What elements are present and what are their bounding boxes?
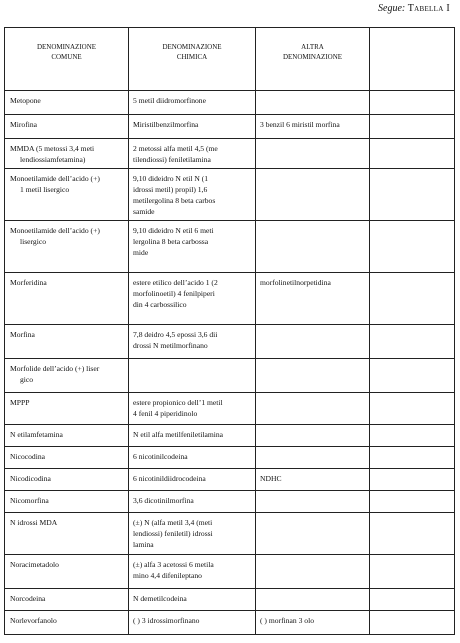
cell-denominazione-comune: [5, 139, 129, 169]
cell-line: Nicodicodina: [10, 474, 51, 483]
cell-altra-denominazione: [256, 611, 370, 635]
cell-line: gico: [20, 375, 34, 384]
cell-denominazione-comune: [5, 115, 129, 139]
cell-line: samide: [133, 207, 155, 216]
cell-line: Mirofina: [10, 120, 37, 129]
cell-line: estere propionico dell’1 metil: [133, 398, 223, 407]
cell-line: MMDA (5 metossi 3,4 meti: [10, 144, 95, 153]
cell-line: (±) alfa 3 acetossi 6 metila: [133, 560, 214, 569]
cell-empty: [370, 589, 455, 611]
cell-empty: [370, 221, 455, 273]
cell-line: Nicomorfina: [10, 496, 49, 505]
cell-empty: [370, 393, 455, 425]
cell-line: N idrossi MDA: [10, 518, 58, 527]
cell-line: NDHC: [260, 474, 282, 483]
cell-denominazione-comune: [5, 393, 129, 425]
cell-denominazione-chimica: [129, 221, 256, 273]
cell-empty: [370, 513, 455, 555]
cell-denominazione-chimica: [129, 611, 256, 635]
cell-denominazione-comune: [5, 359, 129, 393]
cell-denominazione-chimica: [129, 273, 256, 325]
cell-denominazione-comune: [5, 513, 129, 555]
header-line: COMUNE: [51, 53, 82, 61]
cell-line: lendiossi) feniletil) idrossi: [133, 529, 213, 538]
cell-altra-denominazione: [256, 359, 370, 393]
table-row: [5, 273, 455, 325]
cell-altra-denominazione: [256, 491, 370, 513]
cell-denominazione-chimica: [129, 425, 256, 447]
cell-line: Miristilbenzilmorfina: [133, 120, 199, 129]
table-row: [5, 359, 455, 393]
cell-line: Morfina: [10, 330, 35, 339]
header-line: DENOMINAZIONE: [162, 43, 222, 51]
cell-line: 2 metossi alfa metil 4,5 (me: [133, 144, 218, 153]
cell-line: 6 nicotinilcodeina: [133, 452, 188, 461]
cell-line: 3 benzil 6 miristil morfina: [260, 120, 340, 129]
cell-denominazione-chimica: [129, 469, 256, 491]
cell-line: lisergico: [20, 237, 47, 246]
cell-empty: [370, 469, 455, 491]
header-empty: [370, 28, 455, 91]
cell-empty: [370, 491, 455, 513]
header-line: CHIMICA: [176, 53, 208, 61]
cell-denominazione-comune: [5, 491, 129, 513]
cell-altra-denominazione: [256, 393, 370, 425]
cell-denominazione-chimica: [129, 139, 256, 169]
cell-denominazione-comune: [5, 325, 129, 359]
cell-denominazione-chimica: [129, 513, 256, 555]
cell-altra-denominazione: [256, 273, 370, 325]
table-row: [5, 469, 455, 491]
cell-denominazione-comune: [5, 273, 129, 325]
cell-line: 5 metil diidromorfinone: [133, 96, 206, 105]
cell-line: Norcodeina: [10, 594, 46, 603]
cell-line: N etil alfa metilfeniletilamina: [133, 430, 224, 439]
cell-line: Norlevorfanolo: [10, 616, 57, 625]
cell-line: idrossi metil) propil) 1,6: [133, 185, 208, 194]
cell-line: lamina: [133, 540, 154, 549]
cell-line: lendiossiamfetamina): [20, 155, 86, 164]
cell-denominazione-chimica: [129, 447, 256, 469]
cell-line: Nicocodina: [10, 452, 46, 461]
cell-line: Morferidina: [10, 278, 47, 287]
cell-denominazione-chimica: [129, 115, 256, 139]
cell-line: 9,10 dideidro N etil N (1: [133, 174, 209, 183]
cell-line: mide: [133, 248, 149, 257]
cell-denominazione-chimica: [129, 359, 256, 393]
header-line: ALTRA: [301, 43, 324, 51]
table-row: [5, 393, 455, 425]
cell-denominazione-chimica: [129, 589, 256, 611]
table-row: [5, 611, 455, 635]
cell-denominazione-comune: [5, 555, 129, 589]
cell-altra-denominazione: [256, 91, 370, 115]
table-row: [5, 115, 455, 139]
cell-empty: [370, 359, 455, 393]
cell-line: Noracimetadolo: [10, 560, 59, 569]
table-row: [5, 91, 455, 115]
cell-denominazione-chimica: [129, 169, 256, 221]
substances-table: [4, 27, 455, 635]
cell-empty: [370, 115, 455, 139]
cell-denominazione-chimica: [129, 555, 256, 589]
cell-line: (±) N (alfa metil 3,4 (meti: [133, 518, 213, 527]
cell-line: drossi N metilmorfinano: [133, 341, 208, 350]
cell-denominazione-comune: [5, 169, 129, 221]
cell-altra-denominazione: [256, 555, 370, 589]
cell-empty: [370, 91, 455, 115]
cell-empty: [370, 425, 455, 447]
cell-line: din 4 carbossilico: [133, 300, 187, 309]
cell-altra-denominazione: [256, 425, 370, 447]
cell-altra-denominazione: [256, 469, 370, 491]
header-denominazione-chimica: [129, 28, 256, 91]
cell-empty: [370, 273, 455, 325]
cell-altra-denominazione: [256, 221, 370, 273]
caption-table-name: Tabella I: [407, 3, 450, 14]
cell-altra-denominazione: [256, 169, 370, 221]
cell-line: 7,8 deidro 4,5 epossi 3,6 dii: [133, 330, 218, 339]
table-row: [5, 513, 455, 555]
cell-denominazione-comune: [5, 611, 129, 635]
cell-line: Monoetilamide dell’acido (+): [10, 226, 100, 235]
cell-denominazione-chimica: [129, 325, 256, 359]
cell-line: morfolinoetil) 4 fenilpiperi: [133, 289, 215, 298]
table-row: [5, 425, 455, 447]
cell-denominazione-comune: [5, 447, 129, 469]
cell-empty: [370, 139, 455, 169]
cell-denominazione-chimica: [129, 91, 256, 115]
cell-line: Monoetilamide dell’acido (+): [10, 174, 100, 183]
cell-altra-denominazione: [256, 115, 370, 139]
caption-prefix: Segue:: [378, 3, 406, 14]
cell-line: 4 fenil 4 piperidinolo: [133, 409, 198, 418]
cell-empty: [370, 325, 455, 359]
cell-line: Metopone: [10, 96, 41, 105]
table-row: [5, 169, 455, 221]
cell-line: ( ) 3 idrossimorfinano: [133, 616, 200, 625]
cell-altra-denominazione: [256, 139, 370, 169]
cell-denominazione-comune: [5, 91, 129, 115]
cell-empty: [370, 555, 455, 589]
cell-denominazione-comune: [5, 469, 129, 491]
cell-altra-denominazione: [256, 513, 370, 555]
table-row: [5, 221, 455, 273]
cell-line: MPPP: [10, 398, 30, 407]
header-altra-denominazione: [256, 28, 370, 91]
cell-altra-denominazione: [256, 589, 370, 611]
cell-line: morfolinetilnorpetidina: [260, 278, 331, 287]
cell-line: estere etilico dell’acido 1 (2: [133, 278, 218, 287]
cell-line: 1 metil lisergico: [20, 185, 70, 194]
table-row: [5, 139, 455, 169]
table-row: [5, 447, 455, 469]
cell-line: N etilamfetamina: [10, 430, 63, 439]
cell-denominazione-comune: [5, 589, 129, 611]
table-row: [5, 325, 455, 359]
cell-empty: [370, 447, 455, 469]
cell-empty: [370, 611, 455, 635]
header-denominazione-comune: [5, 28, 129, 91]
cell-line: 6 nicotinildiidrocodeina: [133, 474, 206, 483]
cell-line: mino 4,4 difenileptano: [133, 571, 202, 580]
table-row: [5, 589, 455, 611]
cell-line: 9,10 dideidro N etil 6 meti: [133, 226, 214, 235]
cell-line: metilergolina 8 beta carbos: [133, 196, 216, 205]
table-row: [5, 555, 455, 589]
cell-line: lergolina 8 beta carbossa: [133, 237, 209, 246]
header-row: [5, 28, 455, 91]
cell-line: tilendiossi) feniletilamina: [133, 155, 211, 164]
header-line: DENOMINAZIONE: [282, 53, 343, 61]
cell-altra-denominazione: [256, 447, 370, 469]
cell-denominazione-chimica: [129, 393, 256, 425]
cell-denominazione-comune: [5, 221, 129, 273]
table-row: [5, 491, 455, 513]
cell-empty: [370, 169, 455, 221]
cell-line: ( ) morfinan 3 olo: [260, 616, 314, 625]
cell-denominazione-comune: [5, 425, 129, 447]
cell-line: Morfolide dell’acido (+) liser: [10, 364, 100, 373]
cell-line: N demetilcodeina: [133, 594, 187, 603]
header-line: DENOMINAZIONE: [36, 43, 97, 51]
cell-altra-denominazione: [256, 325, 370, 359]
cell-line: 3,6 dicotinilmorfina: [133, 496, 194, 505]
cell-denominazione-chimica: [129, 491, 256, 513]
table-caption: [378, 3, 450, 14]
